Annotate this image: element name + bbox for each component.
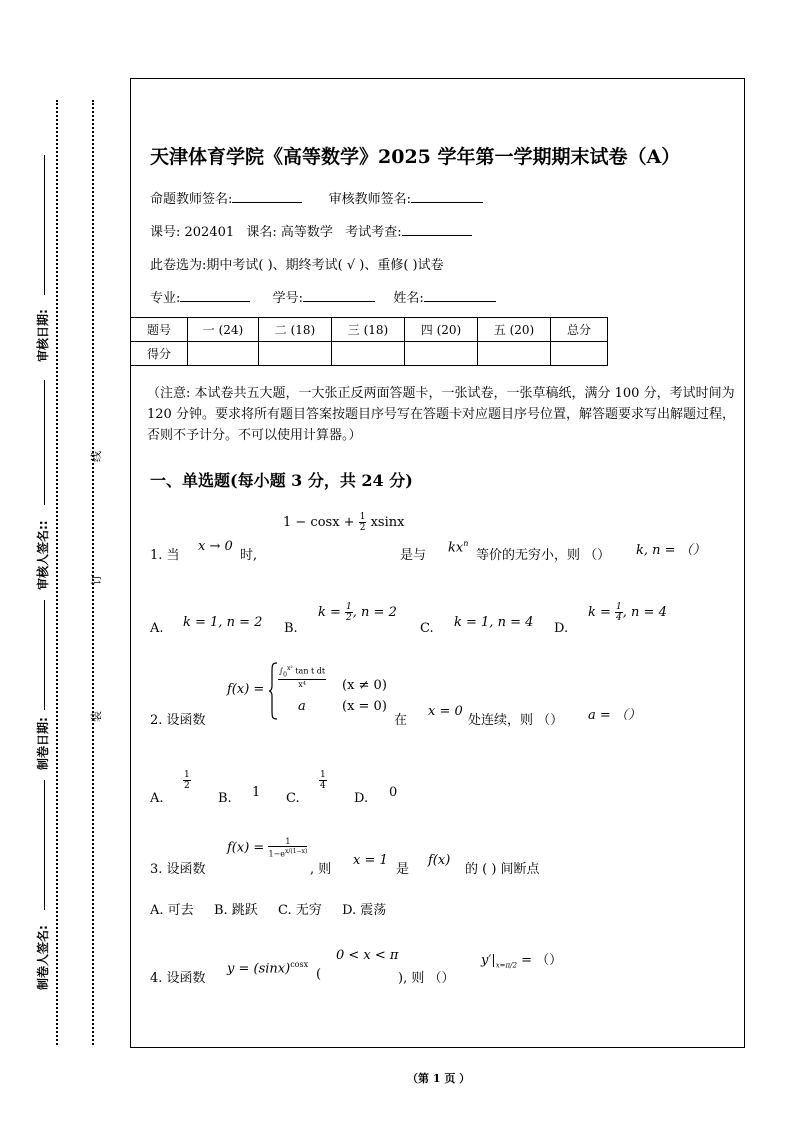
prop-teacher-label: 命题教师签名: [150,192,233,207]
reviewer-sign-label: 审核人签名:: [36,520,50,590]
q2-option-a[interactable]: $\frac{1}{2}$ [184,770,190,791]
q2-option-b-label: B. [218,791,232,806]
score-row-label: 得分 [131,342,188,366]
exam-selection: 此卷选为:期中考试( )、期终考试( √ )、重修( )试卷 [150,258,444,273]
q3-options [150,899,386,918]
teacher-sign-row [150,188,483,207]
q3-option-d[interactable]: D. 震荡 [342,903,387,918]
q3-number: 3. 设函数 [150,862,206,877]
q1-expression: 1 − cosx + $\frac{1}{2}$ xsinx [283,512,405,533]
q1-ask: k, n = （） [636,543,706,558]
check-teacher-field[interactable] [411,189,483,203]
q2-option-a-label: A. [150,791,164,806]
score-header-cell: 二 (18) [259,318,332,342]
q2-option-d-label: D. [354,791,369,806]
course-row [150,221,472,240]
q1-option-d-label: D. [554,621,569,636]
score-header-row [131,318,608,342]
score-value-row [131,342,608,366]
course-name: 课名: 高等数学 [246,225,333,240]
q2-case2: (x = 0) [342,699,387,714]
q4-open: ( [316,967,322,982]
q1-option-c-label: C. [420,621,434,636]
q2-option-b[interactable]: 1 [252,785,261,800]
section-title: 一、单选题(每小题 3 分，共 24 分) [150,471,413,490]
exam-note: （注意: 本试卷共五大题，一大张正反两面答题卡，一张试卷，一张草稿纸，满分 100 分，考试时间为 120 分钟。要求将所有题目答案按题目序号写在答题卡对应题目序号位置，解答题要求写出解题过程，否则不予计分。不可以使用计算器。） [147,386,735,443]
maker-sign-label: 制卷人签名: [36,925,50,990]
q3-fx2: f(x) [428,853,451,868]
q2-case1: (x ≠ 0) [342,678,387,693]
exam-type-field[interactable] [402,222,472,236]
q1-condition: x → 0 [198,539,233,554]
q3-rest: 的 ( ) 间断点 [465,862,540,877]
q2-x0: x = 0 [428,704,463,719]
q1-text: 等价的无穷小，则 （） [476,548,611,563]
student-id-field[interactable] [303,288,375,302]
binding-zhuang-word: 装 [90,711,103,722]
q4-close: ), 则 （） [398,971,455,986]
q3-fx: f(x) = $\frac{1}{1-e^{x/(1-x)}}$ [227,837,308,859]
q4-yprime: $y'|_{x=\pi/2}$ = （） [481,953,563,970]
q1-option-b-label: B. [284,621,298,636]
course-no: 课号: 202401 [150,225,235,240]
q1-option-a-label: A. [150,621,164,636]
score-header-cell: 三 (18) [332,318,405,342]
student-info-row [150,287,496,306]
q3-option-c[interactable]: C. 无穷 [278,903,322,918]
q1-option-a[interactable]: k = 1, n = 2 [183,615,263,630]
q2-option-c[interactable]: $\frac{1}{4}$ [320,770,326,791]
binding-dotted-line-left [56,100,58,1045]
score-header-cell: 总分 [551,318,608,342]
q2-integral-fraction: $\frac{\int_0^{x^2} \tan t dt}{\text{x⁴}}$ [279,665,326,690]
score-header-cell: 一 (24) [188,318,259,342]
page-footer: （第 1 页 ） [407,1072,471,1085]
binding-line-word: 线 [90,451,103,462]
q2-ask: a = （） [588,708,641,723]
score-header-cell: 题号 [131,318,188,342]
maker-date-line [44,600,45,710]
q2-at: 在 [394,713,408,728]
name-field[interactable] [424,288,496,302]
q2-option-d[interactable]: 0 [389,785,398,800]
score-cell[interactable] [332,342,405,366]
q1-option-c[interactable]: k = 1, n = 4 [454,615,534,630]
q4-y: $y = (\sin x)^{cosx}$ [227,960,309,977]
reviewer-date-line [44,155,45,295]
q2-cont: 处连续，则 （） [468,713,564,728]
q3-option-a[interactable]: A. 可去 [150,903,194,918]
q1-kxn: $kx^n$ [448,539,469,556]
check-teacher-label: 审核教师签名: [328,192,412,207]
q3-x1: x = 1 [353,853,388,868]
major-label: 专业: [150,291,181,306]
major-field[interactable] [180,288,250,302]
q3-is: 是 [396,862,410,877]
prop-teacher-field[interactable] [232,189,302,203]
score-cell[interactable] [478,342,551,366]
score-cell[interactable] [259,342,332,366]
q1-option-d[interactable]: k = $\frac{1}{4}$ , n = 4 [588,602,667,623]
score-header-cell: 五 (20) [478,318,551,342]
q2-a: a [298,699,306,714]
q3-option-b[interactable]: B. 跳跃 [213,903,258,918]
q1-number: 1. 当 [150,548,180,563]
q2-brace [268,662,278,724]
q4-number: 4. 设函数 [150,971,206,986]
name-label: 姓名: [393,291,424,306]
q1-when: 时, [240,548,258,563]
score-header-cell: 四 (20) [405,318,478,342]
q2-option-c-label: C. [286,791,300,806]
score-cell[interactable] [551,342,608,366]
student-id-label: 学号: [272,291,304,306]
binding-ding-word: 订 [90,574,103,585]
binding-dotted-line-right [92,100,94,1045]
exam-title: 天津体育学院《高等数学》2025 学年第一学期期末试卷（A） [150,146,681,168]
score-cell[interactable] [188,342,259,366]
q2-number: 2. 设函数 [150,713,206,728]
score-table [130,317,608,366]
score-cell[interactable] [405,342,478,366]
q4-range: 0 < x < π [336,948,399,963]
maker-date-label: 制卷日期: [36,717,50,770]
q1-option-b[interactable]: k = $\frac{1}{2}$ , n = 2 [318,602,397,623]
reviewer-sign-line [44,380,45,505]
exam-type-label: 考试考查: [345,225,402,240]
maker-sign-line [44,780,45,910]
q2-fx: f(x) = [227,682,265,697]
reviewer-date-label: 审核日期: [36,309,50,362]
q3-then: , 则 [310,862,332,877]
q1-is-with: 是与 [400,548,427,563]
